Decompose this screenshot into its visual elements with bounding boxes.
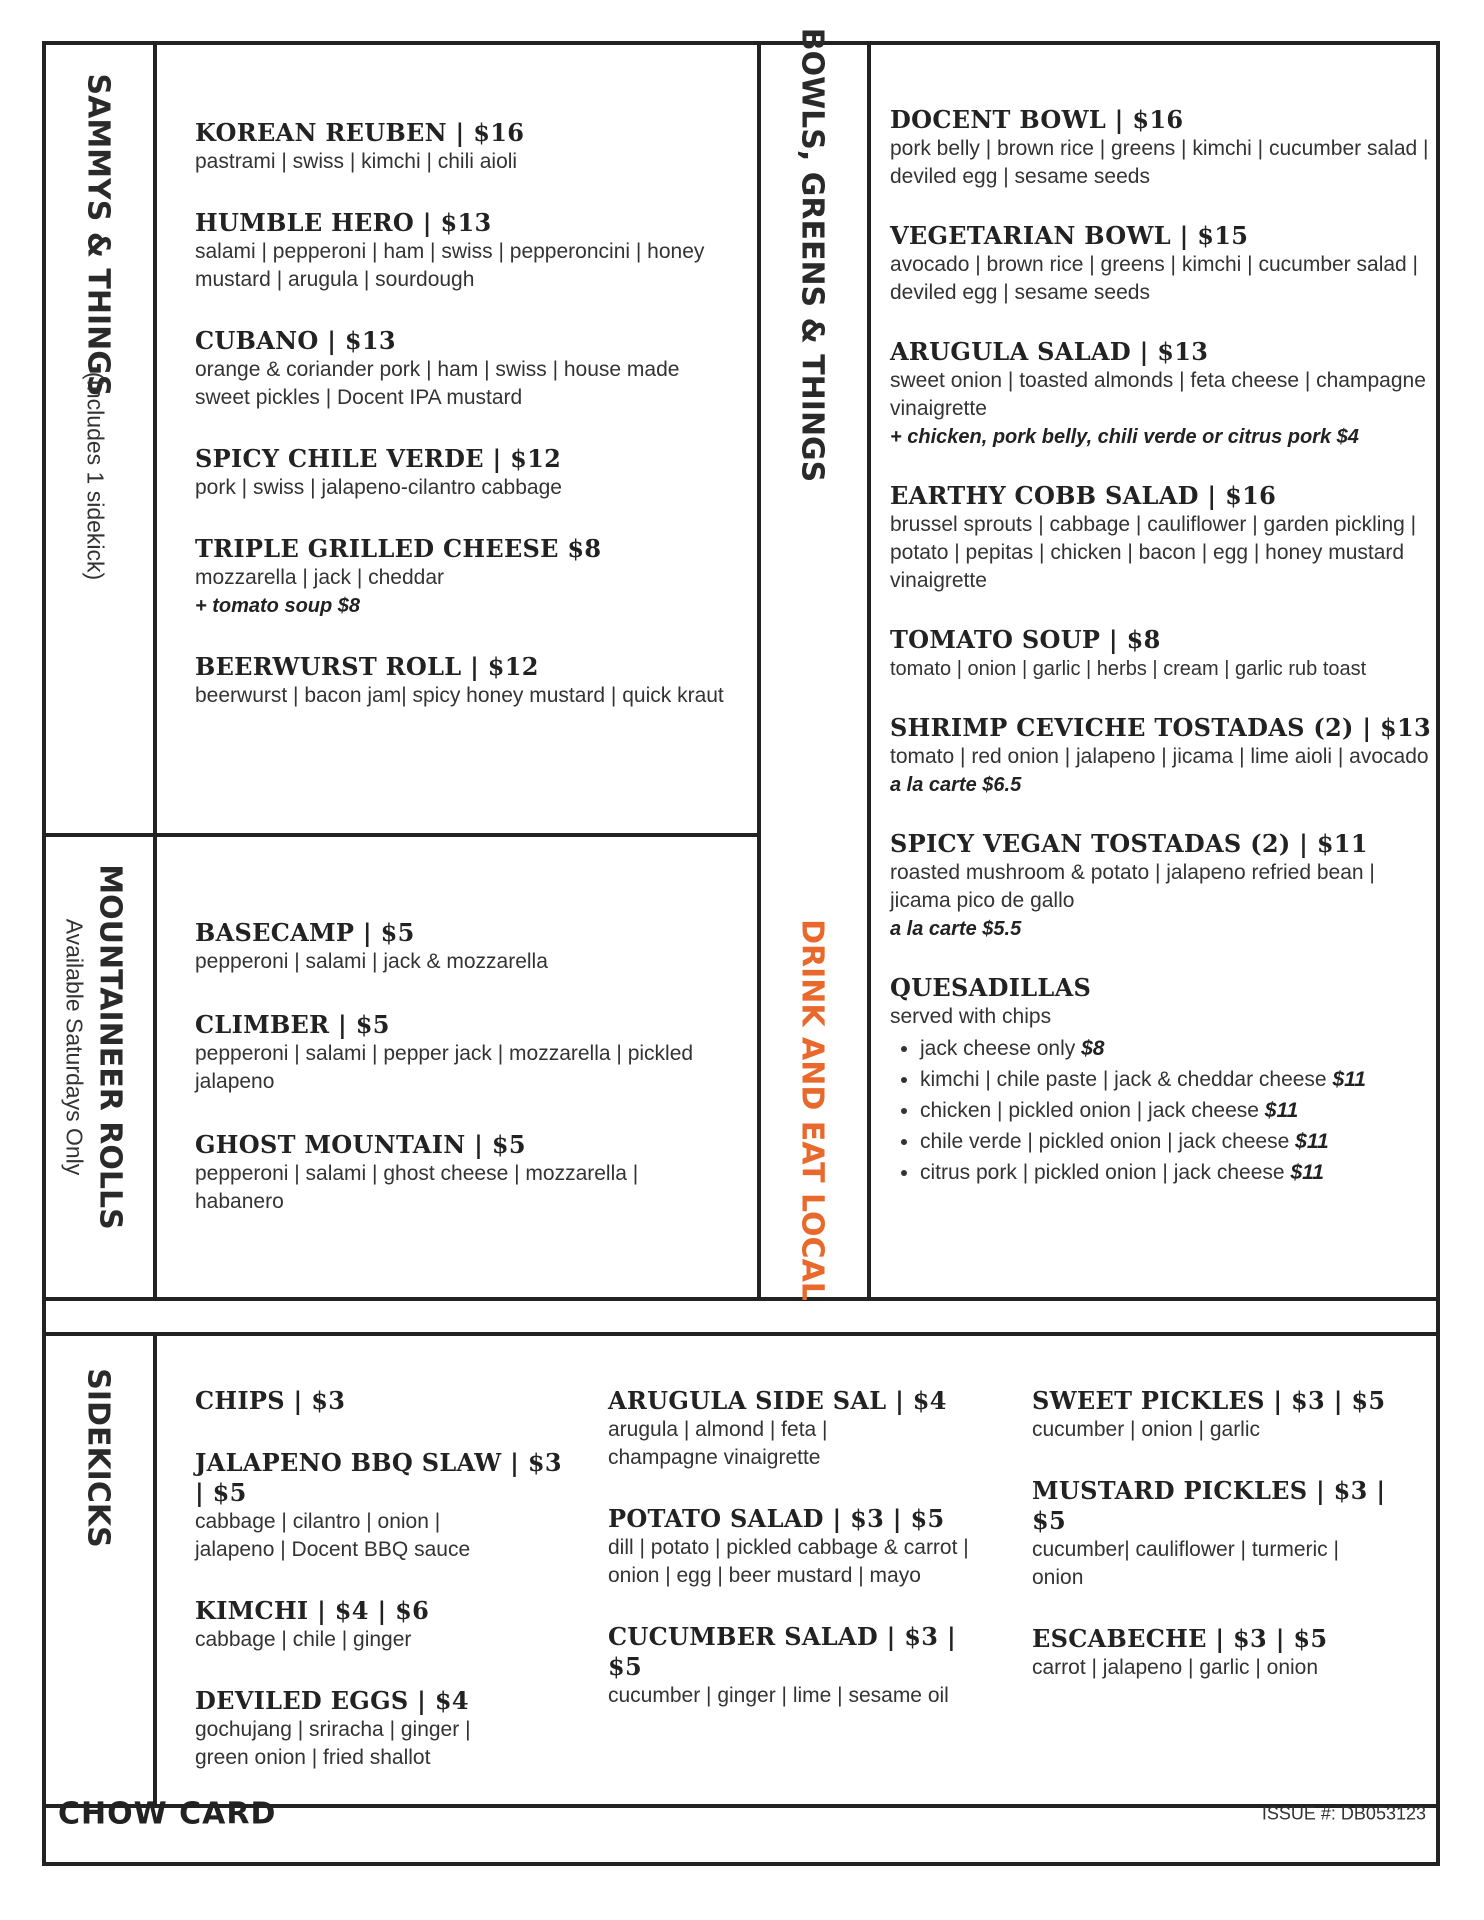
item-desc: tomato | onion | garlic | herbs | cream | garlic rub toast (890, 658, 1367, 680)
menu-item (890, 337, 1438, 451)
item-desc: arugula | almond | feta | champagne vinaigrette (608, 1418, 828, 1469)
tagline-drink-eat-local: DRINK AND EAT LOCAL (794, 919, 830, 1301)
option-text: chicken | pickled onion | jack cheese (920, 1099, 1259, 1122)
item-title: TOMATO SOUP | $8 (890, 625, 1161, 654)
item-desc: cucumber| cauliflower | turmeric | onion (1032, 1538, 1339, 1589)
item-title: VEGETARIAN BOWL | $15 (890, 221, 1249, 250)
list-item (920, 1095, 1438, 1126)
menu-item (195, 118, 735, 176)
menu-item (195, 444, 735, 502)
item-title: MUSTARD PICKLES | $3 | $5 (1032, 1476, 1386, 1535)
item-title: BEERWURST ROLL | $12 (195, 652, 539, 681)
item-desc: pepperoni | salami | pepper jack | mozzarella | pickled jalapeno (195, 1042, 694, 1093)
item-desc: gochujang | sriracha | ginger | green onion | fried shallot (195, 1718, 471, 1769)
menu-item (890, 105, 1438, 191)
item-desc: cucumber | ginger | lime | sesame oil (608, 1684, 949, 1707)
item-desc: brussel sprouts | cabbage | cauliflower | garden pickling | potato | pepitas | chicken | bacon | egg | honey mustard vinaigrette (890, 513, 1417, 592)
item-note: a la carte $5.5 (890, 918, 1022, 940)
option-price: $11 (1290, 1161, 1324, 1184)
item-desc: pepperoni | salami | ghost cheese | mozzarella | habanero (195, 1162, 639, 1213)
item-title: SPICY VEGAN TOSTADAS (2) | $11 (890, 829, 1368, 858)
item-title: HUMBLE HERO | $13 (195, 208, 492, 237)
menu-item (890, 829, 1438, 943)
item-title: CUCUMBER SALAD | $3 | $5 (608, 1622, 956, 1681)
item-title: DOCENT BOWL | $16 (890, 105, 1184, 134)
section-label-sammys: SAMMYS & THINGS (80, 73, 116, 397)
section-sublabel-sammys: (Includes 1 sidekick) (82, 371, 109, 581)
item-desc: cucumber | onion | garlic (1032, 1418, 1261, 1441)
item-title: BASECAMP | $5 (195, 918, 415, 947)
divider (42, 1332, 1440, 1336)
mountaineer-list (195, 918, 695, 1216)
sidekicks-col-2 (608, 1386, 998, 1710)
divider (757, 41, 761, 1301)
option-text: kimchi | chile paste | jack & cheddar cheese (920, 1068, 1327, 1091)
item-title: CLIMBER | $5 (195, 1010, 390, 1039)
item-title: TRIPLE GRILLED CHEESE $8 (195, 534, 602, 563)
item-desc: cabbage | cilantro | onion | jalapeno | Docent BBQ sauce (195, 1510, 471, 1561)
menu-item (890, 481, 1438, 595)
item-title: POTATO SALAD | $3 | $5 (608, 1504, 945, 1533)
menu-item (195, 652, 735, 710)
item-desc: pork | swiss | jalapeno-cilantro cabbage (195, 476, 562, 499)
footer-title: CHOW CARD (58, 1796, 277, 1832)
quesadilla-options (890, 1033, 1438, 1188)
menu-item (608, 1622, 998, 1710)
menu-item (195, 918, 695, 976)
item-note: + tomato soup $8 (195, 595, 361, 617)
item-desc: salami | pepperoni | ham | swiss | pepperoncini | honey mustard | arugula | sourdough (195, 240, 705, 291)
item-desc: pepperoni | salami | jack & mozzarella (195, 950, 548, 973)
issue-number: ISSUE #: DB053123 (1261, 1803, 1426, 1824)
item-desc: dill | potato | pickled cabbage & carrot | onion | egg | beer mustard | mayo (608, 1536, 969, 1587)
menu-item (195, 1448, 575, 1564)
menu-item (1032, 1624, 1422, 1682)
divider (153, 1336, 157, 1808)
option-price: $11 (1332, 1068, 1366, 1091)
section-label-sidekicks: SIDEKICKS (80, 1368, 116, 1548)
item-desc: pork belly | brown rice | greens | kimchi | cucumber salad | deviled egg | sesame seeds (890, 137, 1429, 188)
item-title: CHIPS | $3 (195, 1386, 346, 1415)
menu-item (195, 534, 735, 620)
section-sublabel-mountaineer: Available Saturdays Only (61, 918, 88, 1176)
item-note: a la carte $6.5 (890, 774, 1022, 796)
divider (42, 1297, 1440, 1301)
item-desc: orange & coriander pork | ham | swiss | house made sweet pickles | Docent IPA mustard (195, 358, 680, 409)
menu-item (1032, 1386, 1422, 1444)
menu-item (195, 1686, 575, 1772)
divider (867, 41, 871, 1301)
item-desc: carrot | jalapeno | garlic | onion (1032, 1656, 1319, 1679)
option-text: jack cheese only (920, 1037, 1076, 1060)
menu-item (890, 221, 1438, 307)
item-title: KIMCHI | $4 | $6 (195, 1596, 430, 1625)
item-desc: sweet onion | toasted almonds | feta cheese | champagne vinaigrette (890, 369, 1426, 420)
item-title: EARTHY COBB SALAD | $16 (890, 481, 1277, 510)
item-title: KOREAN REUBEN | $16 (195, 118, 525, 147)
list-item (920, 1033, 1438, 1064)
menu-item (195, 1130, 695, 1216)
menu-item-quesadillas (890, 973, 1438, 1188)
menu-item (1032, 1476, 1422, 1592)
item-desc: served with chips (890, 1005, 1052, 1028)
item-desc: roasted mushroom & potato | jalapeno refried bean | jicama pico de gallo (890, 861, 1375, 912)
menu-item (195, 1010, 695, 1096)
menu-item (195, 1386, 575, 1416)
item-title: SHRIMP CEVICHE TOSTADAS (2) | $13 (890, 713, 1432, 742)
menu-item (195, 1596, 575, 1654)
divider (153, 41, 157, 1301)
menu-item (890, 625, 1438, 683)
item-title: ESCABECHE | $3 | $5 (1032, 1624, 1328, 1653)
option-price: $11 (1295, 1130, 1329, 1153)
sidekicks-col-1 (195, 1386, 575, 1772)
sammys-list (195, 118, 735, 710)
menu-item (608, 1504, 998, 1590)
section-label-mountaineer: MOUNTAINEER ROLLS (92, 864, 128, 1230)
menu-item (890, 713, 1438, 799)
menu-item (195, 208, 735, 294)
item-desc: avocado | brown rice | greens | kimchi | cucumber salad | deviled egg | sesame seeds (890, 253, 1419, 304)
list-item (920, 1064, 1438, 1095)
option-price: $11 (1264, 1099, 1299, 1122)
list-item (920, 1157, 1438, 1188)
item-title: CUBANO | $13 (195, 326, 396, 355)
item-title: SPICY CHILE VERDE | $12 (195, 444, 562, 473)
item-title: DEVILED EGGS | $4 (195, 1686, 469, 1715)
item-title: GHOST MOUNTAIN | $5 (195, 1130, 526, 1159)
item-title: SWEET PICKLES | $3 | $5 (1032, 1386, 1386, 1415)
item-desc: mozzarella | jack | cheddar (195, 566, 445, 589)
item-title: ARUGULA SALAD | $13 (890, 337, 1209, 366)
item-note: + chicken, pork belly, chili verde or citrus pork $4 (890, 426, 1359, 448)
item-desc: tomato | red onion | jalapeno | jicama | lime aioli | avocado (890, 745, 1429, 768)
list-item (920, 1126, 1438, 1157)
item-title: QUESADILLAS (890, 973, 1092, 1002)
option-text: chile verde | pickled onion | jack cheese (920, 1130, 1290, 1153)
item-title: ARUGULA SIDE SAL | $4 (608, 1386, 947, 1415)
menu-item (608, 1386, 998, 1472)
option-price: $8 (1081, 1037, 1105, 1060)
item-desc: beerwurst | bacon jam| spicy honey mustard | quick kraut (195, 684, 724, 707)
menu-item (195, 326, 735, 412)
section-label-bowls: BOWLS, GREENS & THINGS (794, 27, 830, 483)
divider (42, 833, 761, 837)
item-desc: cabbage | chile | ginger (195, 1628, 412, 1651)
option-text: citrus pork | pickled onion | jack cheese (920, 1161, 1285, 1184)
sidekicks-col-3 (1032, 1386, 1422, 1682)
item-desc: pastrami | swiss | kimchi | chili aioli (195, 150, 518, 173)
bowls-list (890, 105, 1438, 1188)
item-title: JALAPENO BBQ SLAW | $3 | $5 (195, 1448, 562, 1507)
